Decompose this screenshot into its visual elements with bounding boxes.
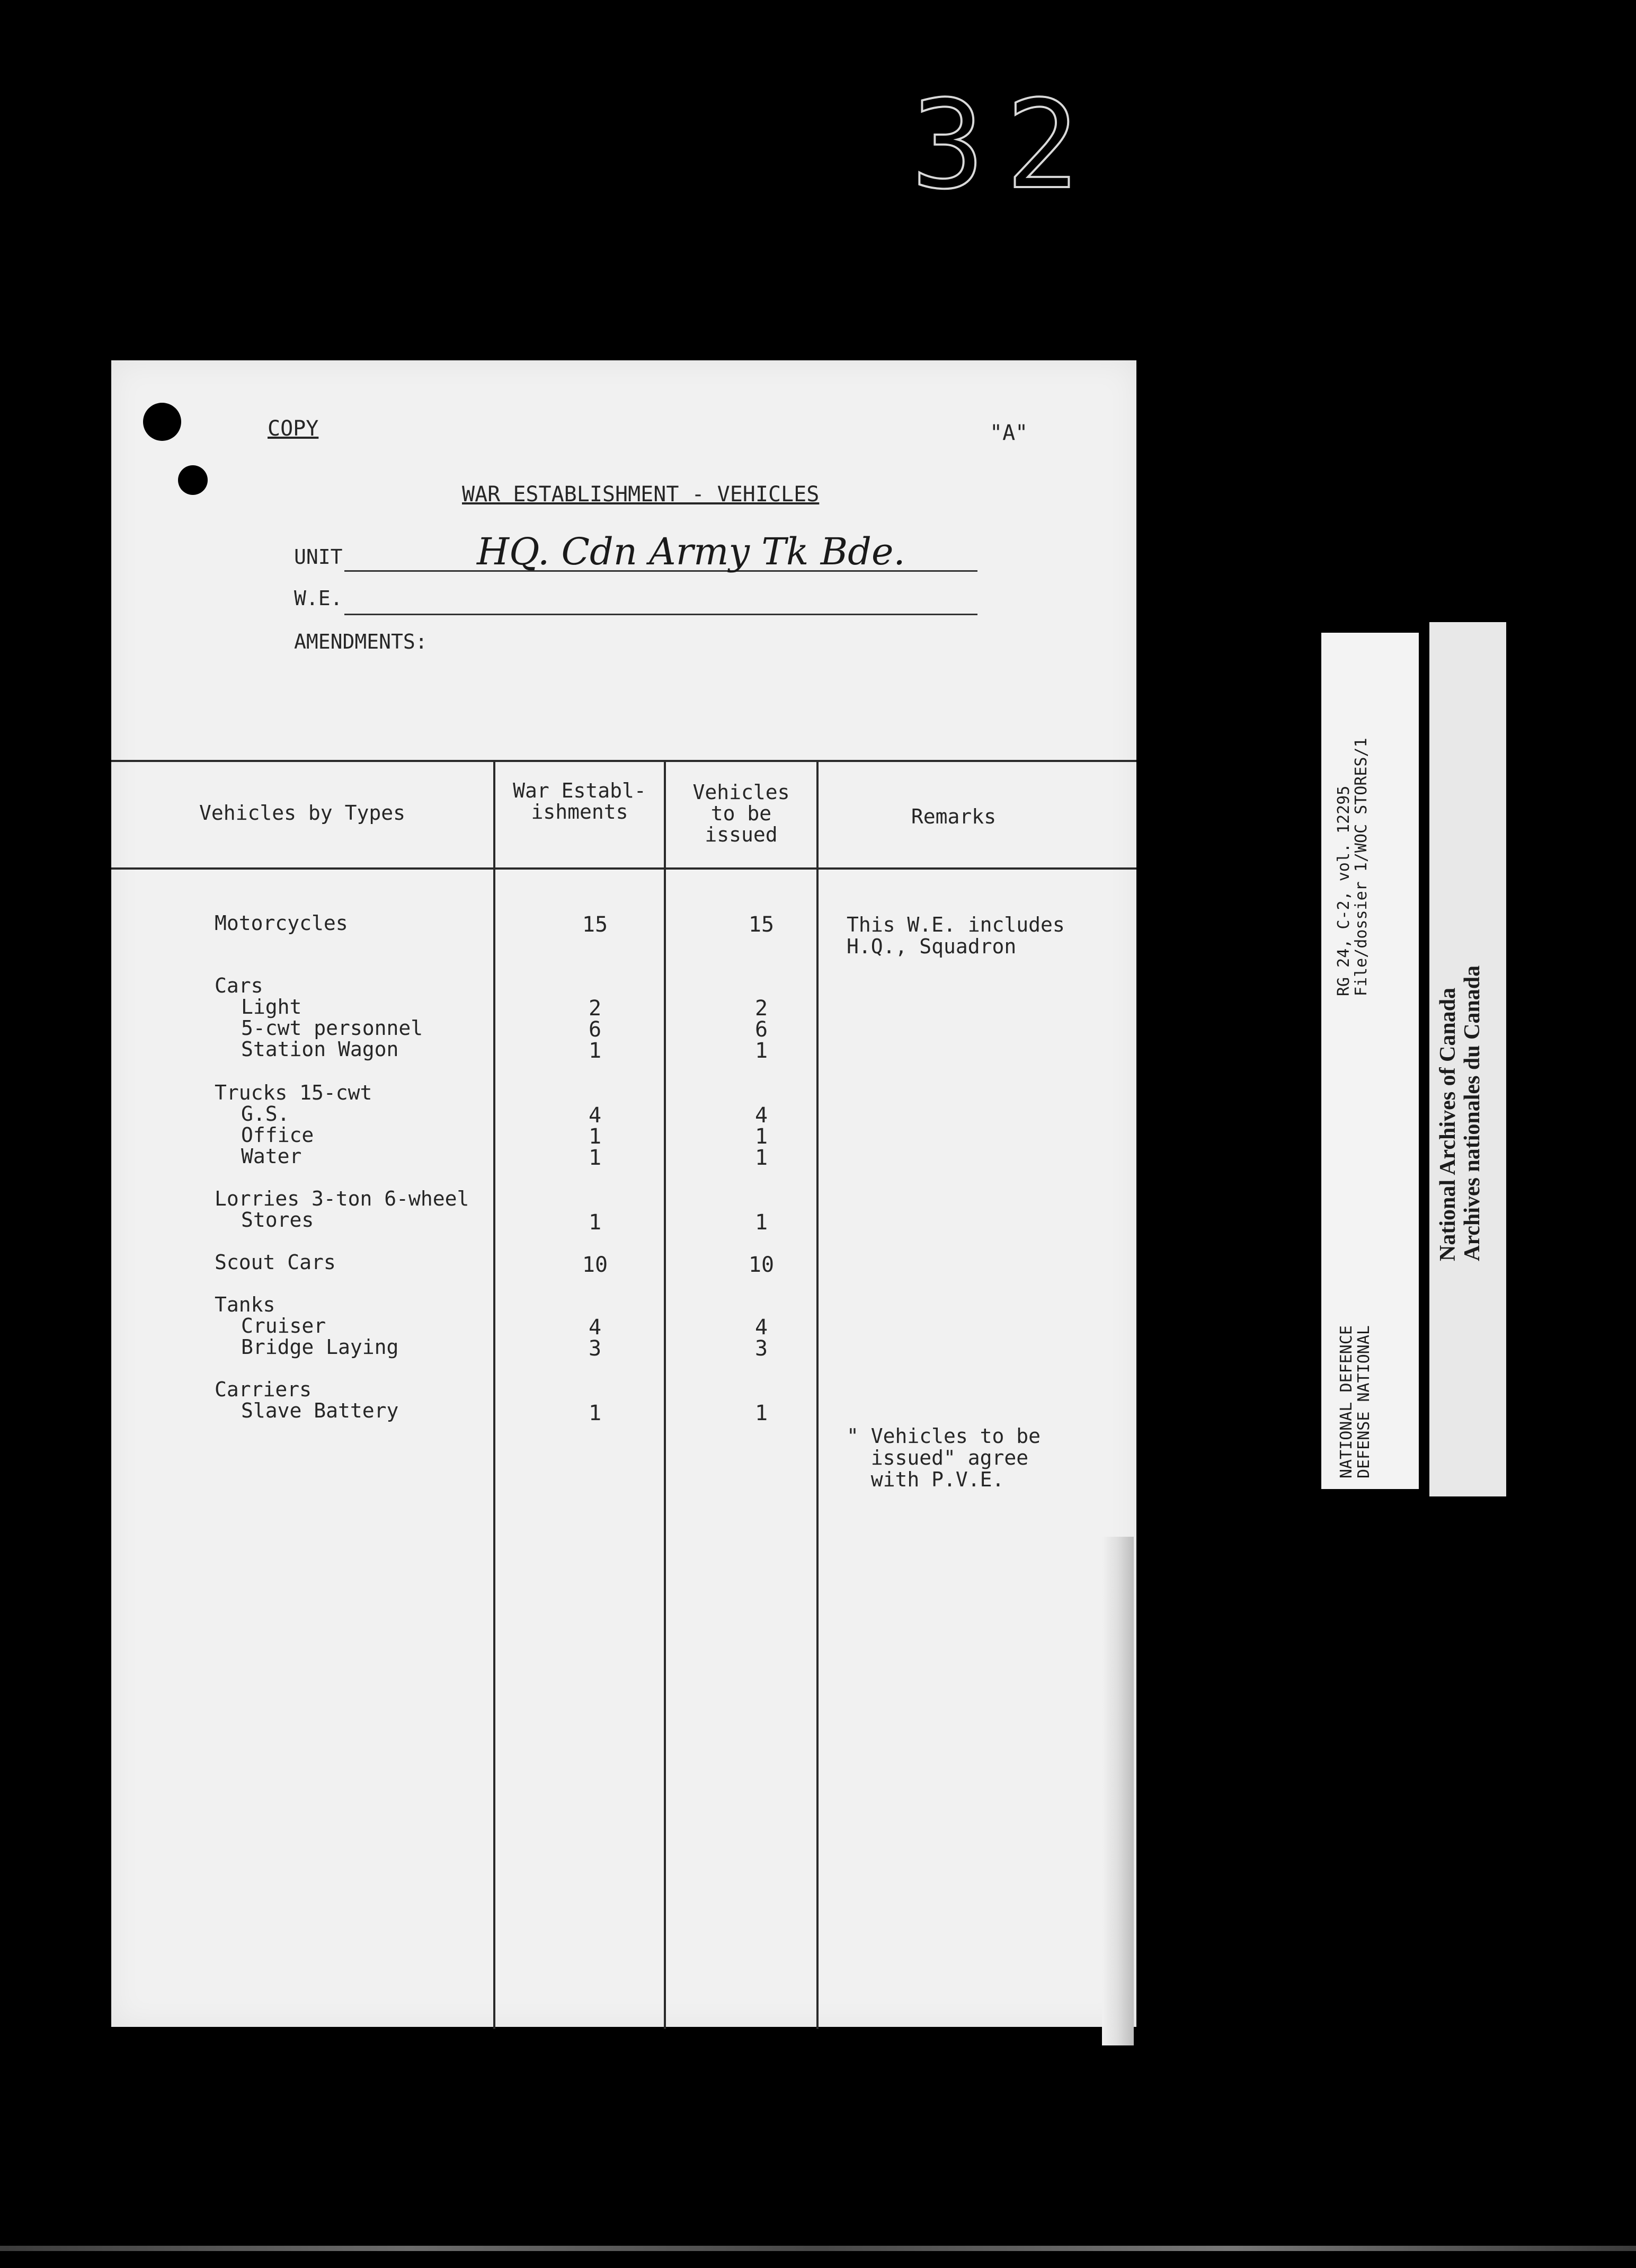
unit-label: UNIT xyxy=(294,545,343,569)
issued-value: 6 xyxy=(754,1017,768,1042)
unit-handwritten-value: HQ. Cdn Army Tk Bde. xyxy=(477,530,905,573)
issued-value: 2 xyxy=(754,996,768,1021)
row-label: Cars xyxy=(215,974,263,997)
row-label: Tanks xyxy=(215,1293,275,1316)
war-value: 4 xyxy=(588,1315,602,1340)
row-label: 5-cwt personnel xyxy=(241,1016,423,1040)
war-value: 1 xyxy=(588,1210,602,1235)
frame-number: 32 xyxy=(911,75,1100,216)
film-edge-strip xyxy=(0,2246,1636,2251)
war-value: 3 xyxy=(588,1336,602,1361)
column-divider xyxy=(816,760,819,2029)
war-value: 4 xyxy=(588,1103,602,1128)
row-label: Scout Cars xyxy=(215,1251,336,1274)
row-label: Station Wagon xyxy=(241,1038,399,1061)
institution-text: National Archives of Canada Archives nationales du Canada xyxy=(1436,965,1485,1261)
copy-label: COPY xyxy=(268,417,319,441)
archive-reference-text: RG 24, C-2, vol. 12295 File/dossier 1/WOC STORES/1 xyxy=(1335,738,1371,996)
we-label: W.E. xyxy=(294,587,343,610)
row-label: Water xyxy=(241,1145,302,1168)
remark-text: " Vehicles to be issued" agree with P.V.E. xyxy=(847,1424,1041,1492)
war-value: 1 xyxy=(588,1401,602,1425)
table-header-rule xyxy=(111,867,1136,870)
issued-value: 15 xyxy=(748,912,775,937)
header-vehicles-issued: Vehicles to be issued xyxy=(692,781,790,846)
issued-value: 10 xyxy=(748,1253,775,1277)
issued-value: 1 xyxy=(754,1210,768,1235)
column-divider xyxy=(664,760,666,2029)
punch-hole xyxy=(178,465,208,495)
row-label: G.S. xyxy=(241,1102,290,1126)
issued-value: 4 xyxy=(754,1315,768,1340)
issued-value: 1 xyxy=(754,1124,768,1149)
war-value: 15 xyxy=(582,912,608,937)
issued-value: 4 xyxy=(754,1103,768,1128)
punch-hole xyxy=(143,403,181,441)
table-top-rule xyxy=(111,760,1136,762)
issued-value: 1 xyxy=(754,1039,768,1063)
header-vehicle-types: Vehicles by Types xyxy=(199,801,405,825)
paper-curled-edge xyxy=(1102,1537,1134,2045)
row-label: Office xyxy=(241,1123,314,1147)
row-label: Trucks 15-cwt xyxy=(215,1081,372,1104)
row-label: Carriers xyxy=(215,1378,312,1401)
war-value: 1 xyxy=(588,1146,602,1170)
row-label: Motorcycles xyxy=(215,911,348,935)
column-divider xyxy=(493,760,495,2029)
issued-value: 1 xyxy=(754,1401,768,1425)
issued-value: 1 xyxy=(754,1146,768,1170)
row-label: Light xyxy=(241,995,302,1018)
row-label: Stores xyxy=(241,1208,314,1232)
copy-mark: "A" xyxy=(990,421,1028,445)
row-label: Cruiser xyxy=(241,1314,326,1337)
remark-text: This W.E. includes H.Q., Squadron xyxy=(847,913,1065,959)
row-label: Bridge Laying xyxy=(241,1335,399,1359)
war-value: 6 xyxy=(588,1017,602,1042)
we-field-line xyxy=(344,614,977,615)
row-label: Lorries 3-ton 6-wheel xyxy=(215,1187,469,1210)
header-war-establishments: War Establ- ishments xyxy=(513,779,646,823)
amendments-label: AMENDMENTS: xyxy=(294,630,428,653)
war-value: 2 xyxy=(588,996,602,1021)
department-text: NATIONAL DEFENCE DEFENSE NATIONAL xyxy=(1337,1325,1373,1478)
document-title: WAR ESTABLISHMENT - VEHICLES xyxy=(462,482,820,507)
row-label: Slave Battery xyxy=(241,1399,399,1422)
war-value: 1 xyxy=(588,1124,602,1149)
war-value: 10 xyxy=(582,1253,608,1277)
war-value: 1 xyxy=(588,1039,602,1063)
issued-value: 3 xyxy=(754,1336,768,1361)
header-remarks: Remarks xyxy=(911,805,997,828)
